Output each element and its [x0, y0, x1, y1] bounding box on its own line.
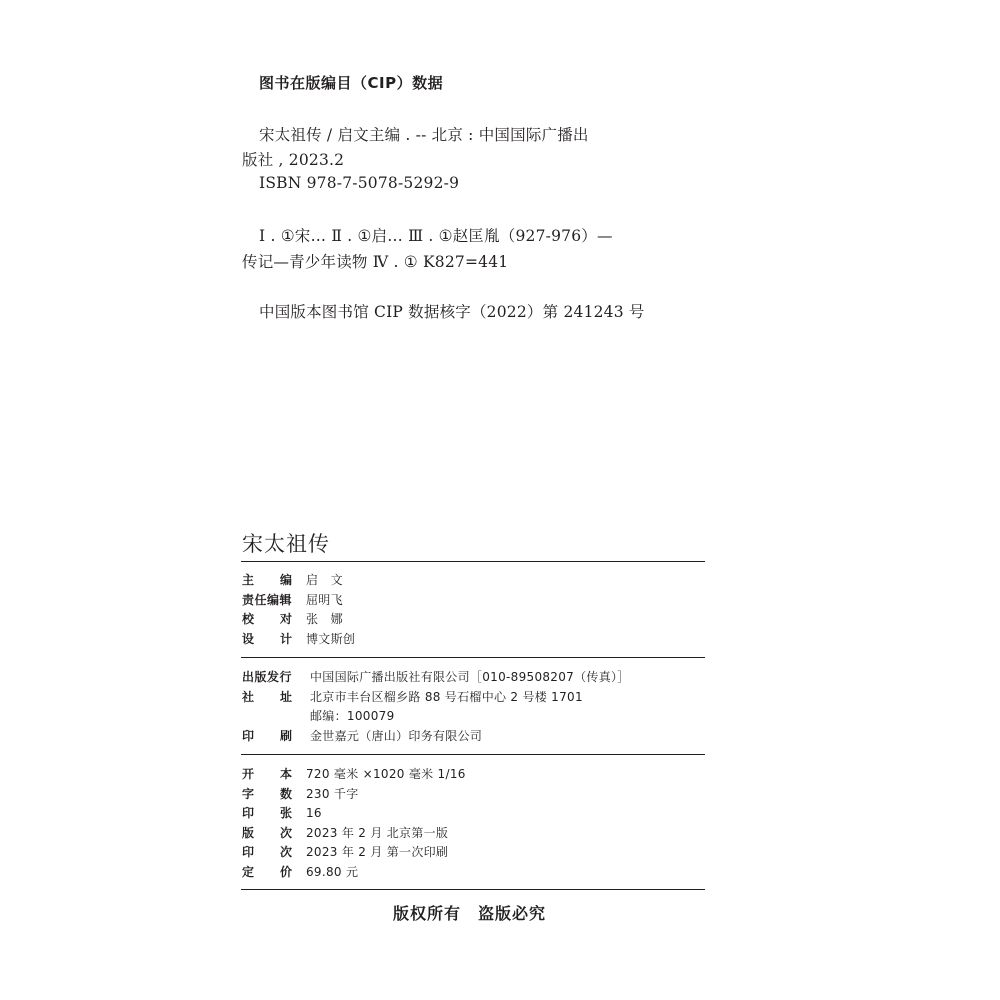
colophon-label-part: 对: [279, 612, 292, 626]
divider-1: [241, 657, 705, 658]
colophon-row: [242, 591, 702, 610]
cip-classification-line-2: 传记—青少年读物 Ⅳ . ① K827=441: [242, 253, 509, 271]
colophon-value: 720 毫米 ×1020 毫米 1/16: [306, 767, 466, 781]
colophon-row: [242, 785, 702, 804]
colophon-value: 2023 年 2 月 北京第一版: [306, 825, 449, 840]
colophon-value: 博文斯创: [306, 631, 356, 646]
colophon-row: [242, 863, 702, 882]
colophon-label-part: 印: [242, 806, 255, 820]
colophon-value: 金世嘉元（唐山）印务有限公司: [310, 728, 483, 743]
colophon-label-part: 本: [279, 767, 292, 781]
colophon-label-part: 址: [279, 689, 292, 704]
colophon-label-part: 刷: [279, 728, 292, 743]
divider-top: [241, 561, 705, 562]
colophon-label-part: 印: [242, 728, 255, 743]
colophon-label-part: 次: [279, 845, 292, 859]
colophon-row: [242, 610, 702, 629]
colophon-value: 屈明飞: [306, 592, 343, 607]
cip-isbn: ISBN 978-7-5078-5292-9: [259, 174, 460, 192]
colophon-value: 张 娜: [306, 612, 343, 626]
colophon-row: [242, 843, 702, 862]
colophon-label-part: 印: [242, 845, 255, 859]
colophon-label: [242, 591, 292, 610]
colophon-label: [242, 824, 292, 843]
colophon-label-part: 编: [279, 573, 292, 587]
colophon-label: [242, 727, 292, 746]
colophon-row: [242, 571, 702, 590]
colophon-label-part: 计: [279, 631, 292, 646]
colophon-label-part: 社: [242, 689, 255, 704]
colophon-value: 2023 年 2 月 第一次印刷: [306, 845, 449, 859]
colophon-label: [242, 571, 292, 590]
colophon-label-part: 字: [242, 786, 255, 801]
colophon-row: [242, 630, 702, 649]
colophon-value: 中国国际广播出版社有限公司［010-89508207（传真）］: [310, 670, 630, 684]
colophon-label-part: 设: [242, 631, 255, 646]
cip-title: 图书在版编目（CIP）数据: [259, 74, 444, 92]
colophon-value: 启 文: [306, 573, 343, 587]
divider-2: [241, 754, 705, 755]
colophon-label: [242, 668, 292, 687]
colophon-label-part: 校: [242, 612, 255, 626]
colophon-label: [242, 785, 292, 804]
colophon-label-part: 数: [279, 786, 292, 801]
colophon-row: [242, 688, 702, 707]
book-title: 宋太祖传: [242, 532, 330, 556]
colophon-value: 邮编：100079: [310, 709, 395, 723]
colophon-label-part: 次: [279, 825, 292, 840]
colophon-value: 16: [306, 806, 322, 820]
colophon-label: [242, 843, 292, 862]
copyright-notice: 版权所有 盗版必究: [393, 904, 547, 923]
colophon-row: [242, 765, 702, 784]
divider-bottom: [241, 889, 705, 890]
colophon-value: 230 千字: [306, 786, 359, 801]
colophon-label-part: 版: [242, 825, 255, 840]
colophon-label: [242, 610, 292, 629]
colophon-value: 北京市丰台区榴乡路 88 号石榴中心 2 号楼 1701: [310, 689, 583, 704]
colophon-label-part: 出版发行: [242, 670, 293, 684]
colophon-label-part: 定: [242, 864, 255, 879]
colophon-label: [242, 765, 292, 784]
colophon-label-part: 责任编辑: [242, 592, 293, 607]
colophon-row: [242, 668, 702, 687]
colophon-label: [242, 630, 292, 649]
colophon-label-part: 开: [242, 767, 255, 781]
colophon-row: [242, 804, 702, 823]
colophon-label: [242, 804, 292, 823]
colophon-label-part: 价: [279, 864, 292, 879]
cip-record-number: 中国版本图书馆 CIP 数据核字（2022）第 241243 号: [259, 303, 645, 321]
colophon-label: [242, 688, 292, 707]
colophon-value: 69.80 元: [306, 864, 359, 879]
colophon-label-part: 张: [279, 806, 292, 820]
colophon-label: [242, 863, 292, 882]
colophon-row: [242, 727, 702, 746]
cip-line-2: 版社 , 2023.2: [242, 151, 345, 169]
colophon-label-part: 主: [242, 573, 255, 587]
cip-line-1: 宋太祖传 / 启文主编 . -- 北京 : 中国国际广播出: [259, 126, 589, 144]
colophon-row: [242, 707, 702, 726]
cip-classification-line-1: Ⅰ . ①宋… Ⅱ . ①启… Ⅲ . ①赵匡胤（927-976）—: [259, 227, 613, 245]
colophon-row: [242, 824, 702, 843]
